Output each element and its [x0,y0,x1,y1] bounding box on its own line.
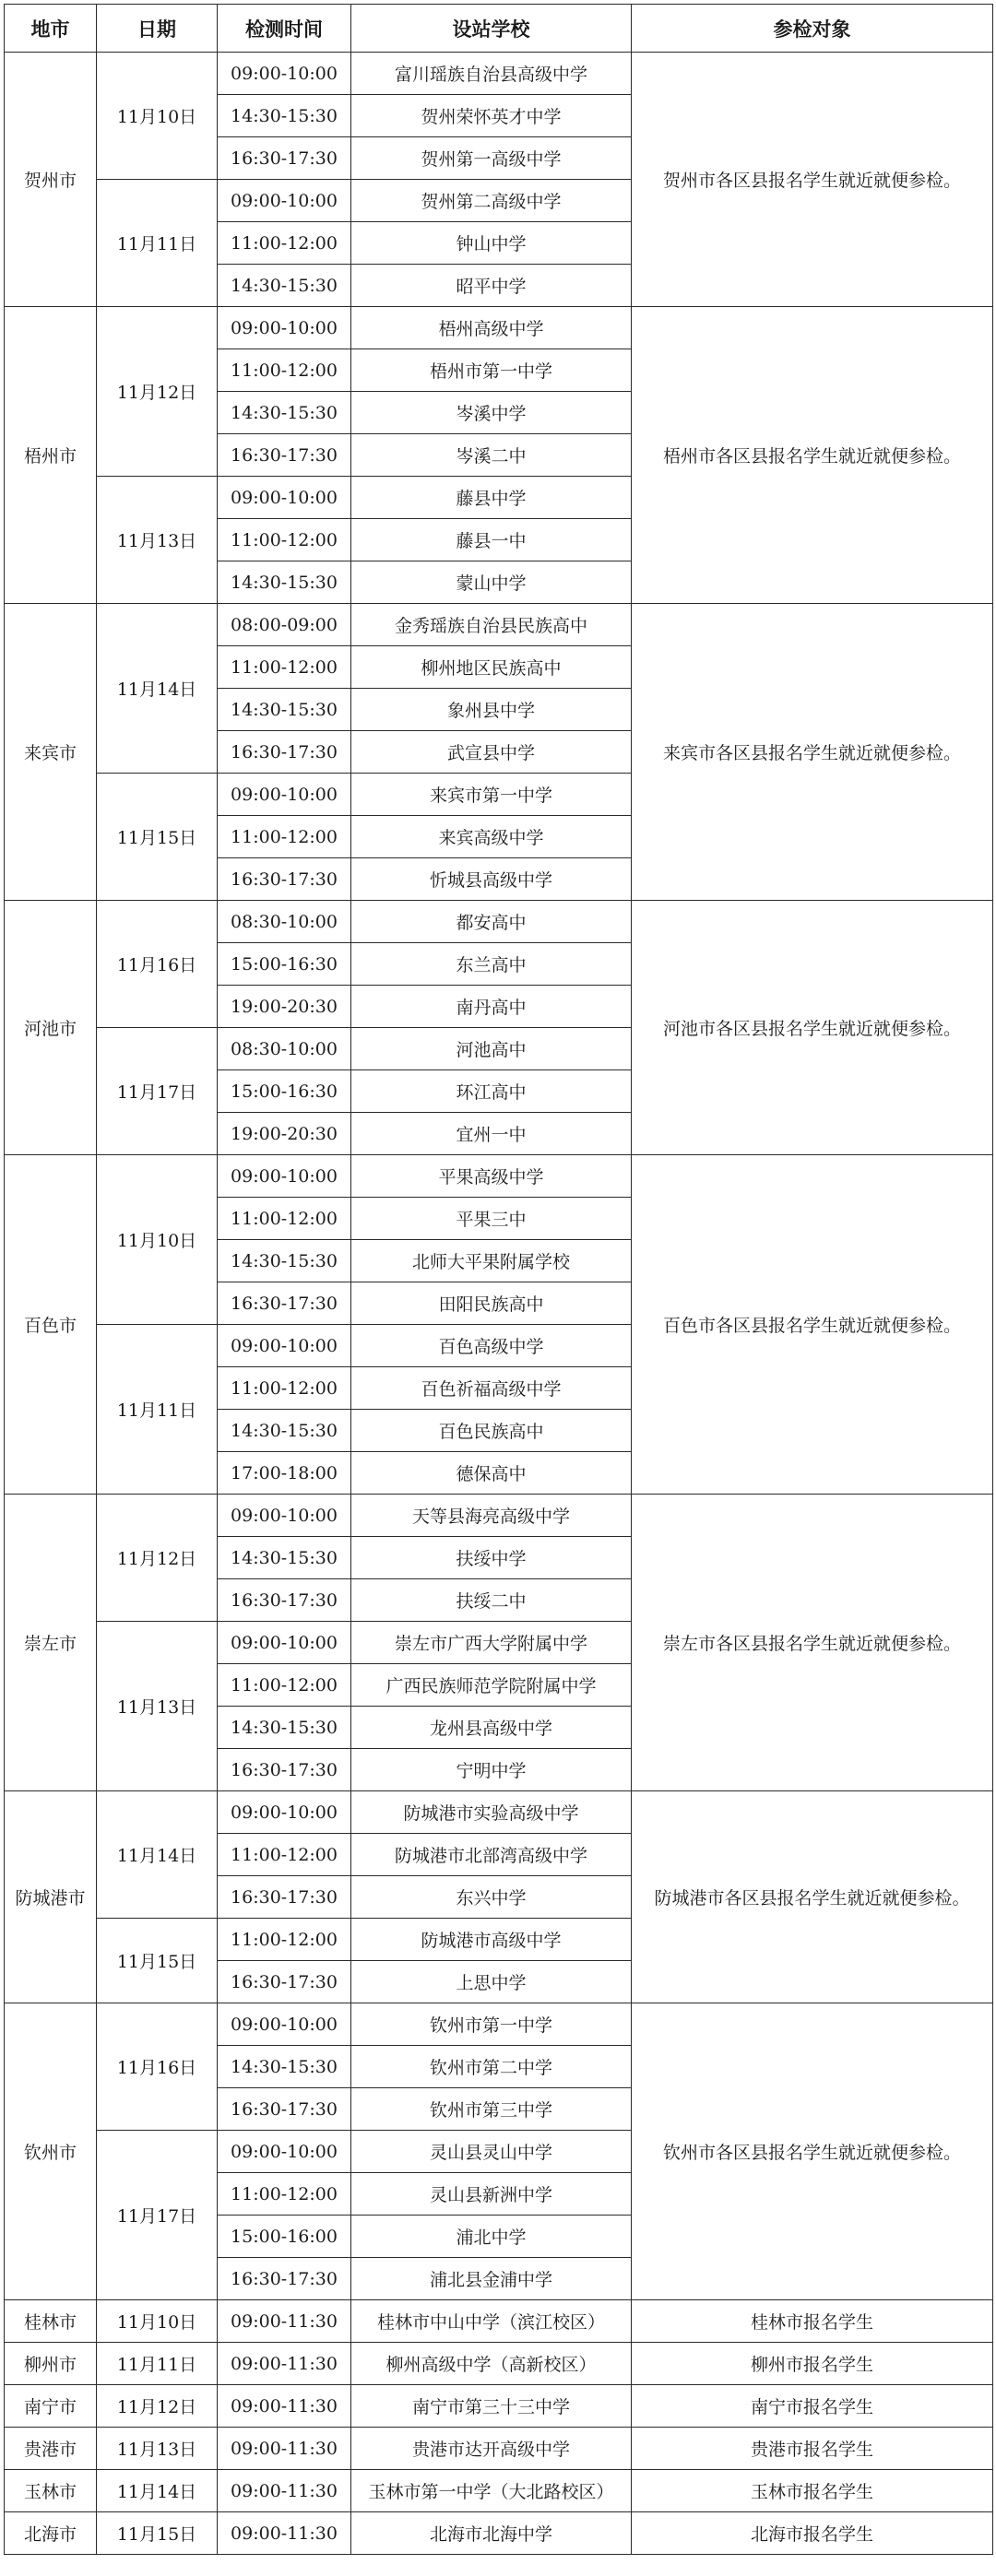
time-cell: 09:00-10:00 [218,53,351,95]
object-cell: 河池市各区县报名学生就近就便参检。 [632,901,993,1155]
school-cell: 梧州市第一中学 [351,349,632,392]
school-cell: 灵山县灵山中学 [351,2131,632,2173]
object-cell: 柳州市报名学生 [632,2343,993,2385]
time-cell: 11:00-12:00 [218,1664,351,1707]
date-cell: 11月14日 [97,2470,218,2512]
school-cell: 北师大平果附属学校 [351,1240,632,1282]
time-cell: 09:00-11:30 [218,2300,351,2343]
time-cell: 11:00-12:00 [218,1198,351,1240]
object-cell: 玉林市报名学生 [632,2470,993,2512]
school-cell: 百色高级中学 [351,1325,632,1367]
school-cell: 浦北中学 [351,2216,632,2258]
time-cell: 09:00-10:00 [218,307,351,349]
header-school: 设站学校 [351,5,632,53]
date-cell: 11月12日 [97,307,218,477]
school-cell: 蒙山中学 [351,561,632,604]
time-cell: 14:30-15:30 [218,1537,351,1579]
time-cell: 08:00-09:00 [218,604,351,646]
date-cell: 11月15日 [97,2512,218,2555]
school-cell: 梧州高级中学 [351,307,632,349]
table-header [5,5,993,53]
time-cell: 09:00-10:00 [218,1495,351,1537]
city-cell: 柳州市 [5,2343,97,2385]
date-cell: 11月14日 [97,1791,218,1919]
time-cell: 16:30-17:30 [218,2088,351,2131]
time-cell: 09:00-11:30 [218,2343,351,2385]
date-cell: 11月10日 [97,2300,218,2343]
school-cell: 扶绥中学 [351,1537,632,1579]
school-cell: 柳州高级中学（高新校区） [351,2343,632,2385]
time-cell: 19:00-20:30 [218,1113,351,1155]
city-cell: 钦州市 [5,2003,97,2300]
table-row [5,2470,993,2512]
time-cell: 11:00-12:00 [218,1834,351,1876]
school-cell: 来宾高级中学 [351,816,632,858]
date-cell: 11月11日 [97,180,218,307]
header-time: 检测时间 [218,5,351,53]
date-cell: 11月12日 [97,2385,218,2428]
school-cell: 广西民族师范学院附属中学 [351,1664,632,1707]
time-cell: 11:00-12:00 [218,816,351,858]
time-cell: 11:00-12:00 [218,222,351,265]
time-cell: 11:00-12:00 [218,519,351,561]
city-cell: 玉林市 [5,2470,97,2512]
time-cell: 14:30-15:30 [218,561,351,604]
school-cell: 忻城县高级中学 [351,858,632,901]
school-cell: 金秀瑶族自治县民族高中 [351,604,632,646]
school-cell: 武宣县中学 [351,731,632,774]
school-cell: 东兰高中 [351,943,632,986]
school-cell: 宁明中学 [351,1749,632,1791]
date-cell: 11月15日 [97,774,218,901]
school-cell: 北海市北海中学 [351,2512,632,2555]
time-cell: 09:00-11:30 [218,2385,351,2428]
object-cell: 崇左市各区县报名学生就近就便参检。 [632,1495,993,1791]
table-body [5,53,993,2555]
header-row [5,5,993,53]
table-row [5,604,993,646]
date-cell: 11月17日 [97,1028,218,1155]
date-cell: 11月13日 [97,2428,218,2470]
table-row [5,901,993,943]
object-cell: 桂林市报名学生 [632,2300,993,2343]
school-cell: 防城港市高级中学 [351,1919,632,1961]
city-cell: 梧州市 [5,307,97,604]
time-cell: 14:30-15:30 [218,1707,351,1749]
object-cell: 来宾市各区县报名学生就近就便参检。 [632,604,993,901]
school-cell: 昭平中学 [351,265,632,307]
school-cell: 钦州市第三中学 [351,2088,632,2131]
time-cell: 09:00-10:00 [218,1622,351,1664]
city-cell: 崇左市 [5,1495,97,1791]
time-cell: 16:30-17:30 [218,1579,351,1622]
time-cell: 15:00-16:30 [218,943,351,986]
school-cell: 富川瑶族自治县高级中学 [351,53,632,95]
time-cell: 09:00-10:00 [218,2003,351,2046]
table-row [5,53,993,95]
time-cell: 09:00-10:00 [218,1791,351,1834]
date-cell: 11月16日 [97,901,218,1028]
date-cell: 11月11日 [97,2343,218,2385]
time-cell: 11:00-12:00 [218,1919,351,1961]
time-cell: 14:30-15:30 [218,265,351,307]
school-cell: 贵港市达开高级中学 [351,2428,632,2470]
time-cell: 11:00-12:00 [218,349,351,392]
school-cell: 桂林市中山中学（滨江校区） [351,2300,632,2343]
school-cell: 钟山中学 [351,222,632,265]
date-cell: 11月13日 [97,477,218,604]
date-cell: 11月13日 [97,1622,218,1791]
school-cell: 南丹高中 [351,986,632,1028]
table-row [5,307,993,349]
time-cell: 16:30-17:30 [218,1749,351,1791]
object-cell: 防城港市各区县报名学生就近就便参检。 [632,1791,993,2003]
time-cell: 09:00-10:00 [218,1325,351,1367]
time-cell: 11:00-12:00 [218,2173,351,2216]
school-cell: 岑溪二中 [351,434,632,477]
time-cell: 14:30-15:30 [218,1240,351,1282]
city-cell: 桂林市 [5,2300,97,2343]
object-cell: 贵港市报名学生 [632,2428,993,2470]
object-cell: 梧州市各区县报名学生就近就便参检。 [632,307,993,604]
school-cell: 河池高中 [351,1028,632,1070]
city-cell: 百色市 [5,1155,97,1495]
school-cell: 象州县中学 [351,689,632,731]
city-cell: 防城港市 [5,1791,97,2003]
date-cell: 11月17日 [97,2131,218,2300]
school-cell: 防城港市实验高级中学 [351,1791,632,1834]
table-row [5,1155,993,1198]
time-cell: 09:00-10:00 [218,774,351,816]
school-cell: 贺州第二高级中学 [351,180,632,222]
school-cell: 百色祈福高级中学 [351,1367,632,1410]
time-cell: 09:00-10:00 [218,2131,351,2173]
schedule-table [4,4,993,2555]
school-cell: 防城港市北部湾高级中学 [351,1834,632,1876]
time-cell: 14:30-15:30 [218,95,351,137]
school-cell: 藤县一中 [351,519,632,561]
table-row [5,1495,993,1537]
time-cell: 16:30-17:30 [218,1961,351,2003]
school-cell: 天等县海亮高级中学 [351,1495,632,1537]
time-cell: 08:30-10:00 [218,901,351,943]
time-cell: 09:00-11:30 [218,2428,351,2470]
school-cell: 南宁市第三十三中学 [351,2385,632,2428]
time-cell: 16:30-17:30 [218,1282,351,1325]
object-cell: 北海市报名学生 [632,2512,993,2555]
time-cell: 09:00-10:00 [218,1155,351,1198]
object-cell: 百色市各区县报名学生就近就便参检。 [632,1155,993,1495]
time-cell: 11:00-12:00 [218,1367,351,1410]
table-row [5,2343,993,2385]
school-cell: 上思中学 [351,1961,632,2003]
date-cell: 11月10日 [97,53,218,180]
school-cell: 德保高中 [351,1452,632,1495]
table-row [5,1791,993,1834]
date-cell: 11月10日 [97,1155,218,1325]
city-cell: 贵港市 [5,2428,97,2470]
school-cell: 浦北县金浦中学 [351,2258,632,2300]
time-cell: 14:30-15:30 [218,689,351,731]
header-city: 地市 [5,5,97,53]
school-cell: 藤县中学 [351,477,632,519]
time-cell: 09:00-10:00 [218,180,351,222]
time-cell: 11:00-12:00 [218,646,351,689]
time-cell: 16:30-17:30 [218,2258,351,2300]
table-row [5,2003,993,2046]
object-cell: 贺州市各区县报名学生就近就便参检。 [632,53,993,307]
school-cell: 田阳民族高中 [351,1282,632,1325]
object-cell: 钦州市各区县报名学生就近就便参检。 [632,2003,993,2300]
object-cell: 南宁市报名学生 [632,2385,993,2428]
time-cell: 16:30-17:30 [218,858,351,901]
school-cell: 灵山县新洲中学 [351,2173,632,2216]
school-cell: 环江高中 [351,1070,632,1113]
header-date: 日期 [97,5,218,53]
time-cell: 09:00-10:00 [218,477,351,519]
time-cell: 14:30-15:30 [218,2046,351,2088]
date-cell: 11月11日 [97,1325,218,1495]
date-cell: 11月12日 [97,1495,218,1622]
time-cell: 16:30-17:30 [218,1876,351,1919]
table-row [5,2512,993,2555]
school-cell: 百色民族高中 [351,1410,632,1452]
date-cell: 11月15日 [97,1919,218,2003]
city-cell: 南宁市 [5,2385,97,2428]
city-cell: 河池市 [5,901,97,1155]
time-cell: 09:00-11:30 [218,2470,351,2512]
school-cell: 贺州荣怀英才中学 [351,95,632,137]
school-cell: 宜州一中 [351,1113,632,1155]
school-cell: 钦州市第二中学 [351,2046,632,2088]
school-cell: 柳州地区民族高中 [351,646,632,689]
time-cell: 09:00-11:30 [218,2512,351,2555]
school-cell: 崇左市广西大学附属中学 [351,1622,632,1664]
date-cell: 11月14日 [97,604,218,774]
time-cell: 15:00-16:30 [218,1070,351,1113]
time-cell: 14:30-15:30 [218,392,351,434]
school-cell: 平果三中 [351,1198,632,1240]
city-cell: 来宾市 [5,604,97,901]
time-cell: 19:00-20:30 [218,986,351,1028]
city-cell: 贺州市 [5,53,97,307]
table-row [5,2428,993,2470]
table-row [5,2300,993,2343]
time-cell: 15:00-16:00 [218,2216,351,2258]
time-cell: 08:30-10:00 [218,1028,351,1070]
school-cell: 东兴中学 [351,1876,632,1919]
school-cell: 岑溪中学 [351,392,632,434]
school-cell: 钦州市第一中学 [351,2003,632,2046]
date-cell: 11月16日 [97,2003,218,2131]
time-cell: 16:30-17:30 [218,137,351,180]
school-cell: 贺州第一高级中学 [351,137,632,180]
school-cell: 来宾市第一中学 [351,774,632,816]
school-cell: 龙州县高级中学 [351,1707,632,1749]
time-cell: 16:30-17:30 [218,731,351,774]
school-cell: 平果高级中学 [351,1155,632,1198]
header-object: 参检对象 [632,5,993,53]
table-row [5,2385,993,2428]
school-cell: 都安高中 [351,901,632,943]
school-cell: 玉林市第一中学（大北路校区） [351,2470,632,2512]
time-cell: 16:30-17:30 [218,434,351,477]
time-cell: 17:00-18:00 [218,1452,351,1495]
school-cell: 扶绥二中 [351,1579,632,1622]
time-cell: 14:30-15:30 [218,1410,351,1452]
city-cell: 北海市 [5,2512,97,2555]
